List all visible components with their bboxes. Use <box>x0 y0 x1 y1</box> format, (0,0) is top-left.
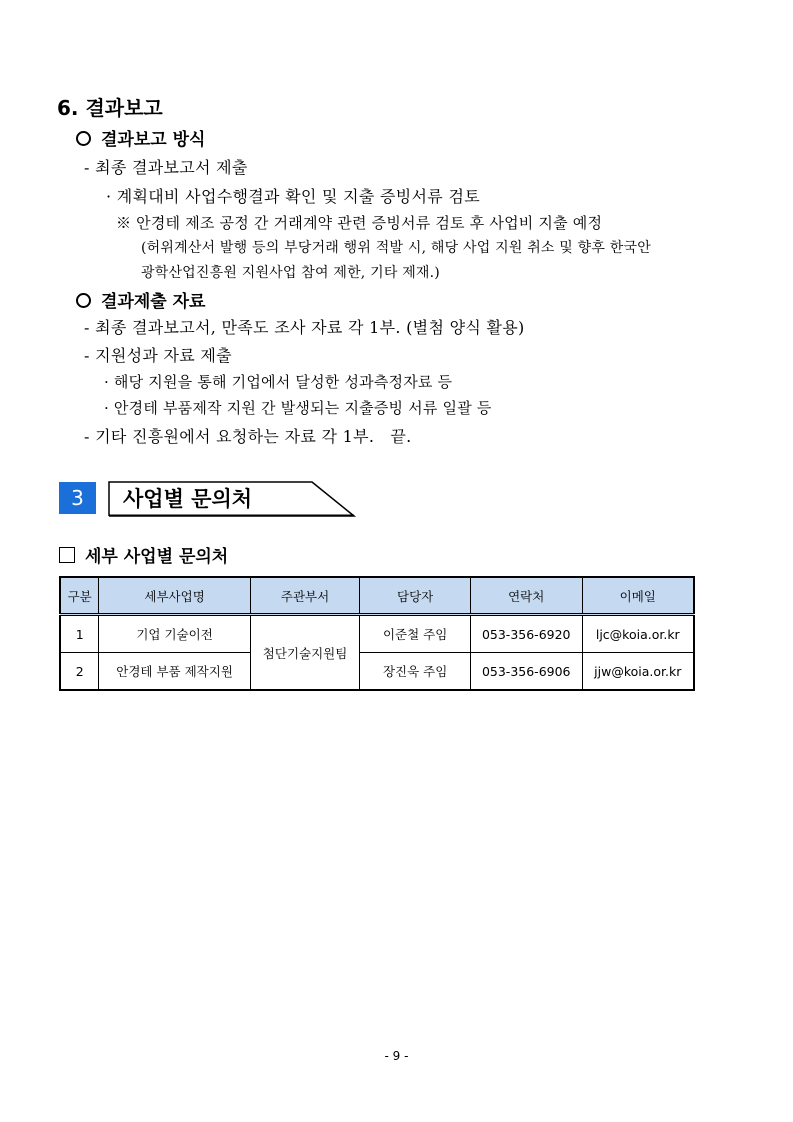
cell-phone: 053-356-6906 <box>470 653 582 691</box>
cell-manager: 이준철 주임 <box>360 615 471 653</box>
subsection-heading-submission <box>76 287 205 312</box>
header-cell-manager: 담당자 <box>360 577 471 615</box>
cell-email[interactable]: jjw@koia.or.kr <box>582 653 694 691</box>
table-row <box>60 615 694 653</box>
section-title: 6. 결과보고 <box>57 96 163 120</box>
end-mark: 끝. <box>390 427 412 446</box>
header-cell-email: 이메일 <box>582 577 694 615</box>
note-paren-line: 광학산업진흥원 지원사업 참여 제한, 기타 제재.) <box>141 265 440 281</box>
note-paren-line: (허위계산서 발행 등의 부당거래 행위 적발 시, 해당 사업 지원 취소 및 향후 한국안 <box>141 240 651 256</box>
list-item: - 최종 결과보고서 제출 <box>84 158 248 177</box>
table-header-row <box>60 577 694 615</box>
cell-project: 기업 기술이전 <box>99 615 250 653</box>
note-text: ※ 안경테 제조 공정 간 거래계약 관련 증빙서류 검토 후 사업비 지출 예정 <box>116 214 603 232</box>
section-number-badge: 3 <box>59 482 96 514</box>
circle-bullet-icon <box>76 293 91 308</box>
list-item-text: - 기타 진흥원에서 요청하는 자료 각 1부. <box>84 427 375 446</box>
square-bullet-icon <box>59 547 75 563</box>
page-number: - 9 - <box>384 1049 409 1063</box>
list-item: · 안경테 부품제작 지원 간 발생되는 지출증빙 서류 일괄 등 <box>104 399 492 417</box>
cell-project: 안경테 부품 제작지원 <box>99 653 250 691</box>
heading-text: 결과제출 자료 <box>101 292 206 312</box>
cell-no: 2 <box>60 653 99 691</box>
cell-no: 1 <box>60 615 99 653</box>
cell-dept: 첨단기술지원팀 <box>250 615 360 691</box>
section-title: 사업별 문의처 <box>123 487 253 511</box>
cell-manager: 장진욱 주임 <box>360 653 471 691</box>
header-cell-project: 세부사업명 <box>99 577 250 615</box>
header-cell-phone: 연락처 <box>470 577 582 615</box>
subsection-heading-report-method <box>76 125 205 150</box>
heading-text: 세부 사업별 문의처 <box>85 547 229 567</box>
heading-text: 결과보고 방식 <box>101 130 206 150</box>
list-item: - 지원성과 자료 제출 <box>84 346 232 365</box>
list-item: - 최종 결과보고서, 만족도 조사 자료 각 1부. (별첨 양식 활용) <box>84 318 525 337</box>
list-item: · 해당 지원을 통해 기업에서 달성한 성과측정자료 등 <box>104 373 453 391</box>
list-item: · 계획대비 사업수행결과 확인 및 지출 증빙서류 검토 <box>106 187 480 206</box>
header-cell-dept: 주관부서 <box>250 577 360 615</box>
table-row <box>60 653 694 691</box>
cell-phone: 053-356-6920 <box>470 615 582 653</box>
subsection-heading-contacts <box>59 542 228 567</box>
circle-bullet-icon <box>76 131 91 146</box>
cell-email[interactable]: ljc@koia.or.kr <box>582 615 694 653</box>
header-cell-no: 구분 <box>60 577 99 615</box>
contacts-table <box>59 576 695 691</box>
list-item <box>84 424 412 447</box>
